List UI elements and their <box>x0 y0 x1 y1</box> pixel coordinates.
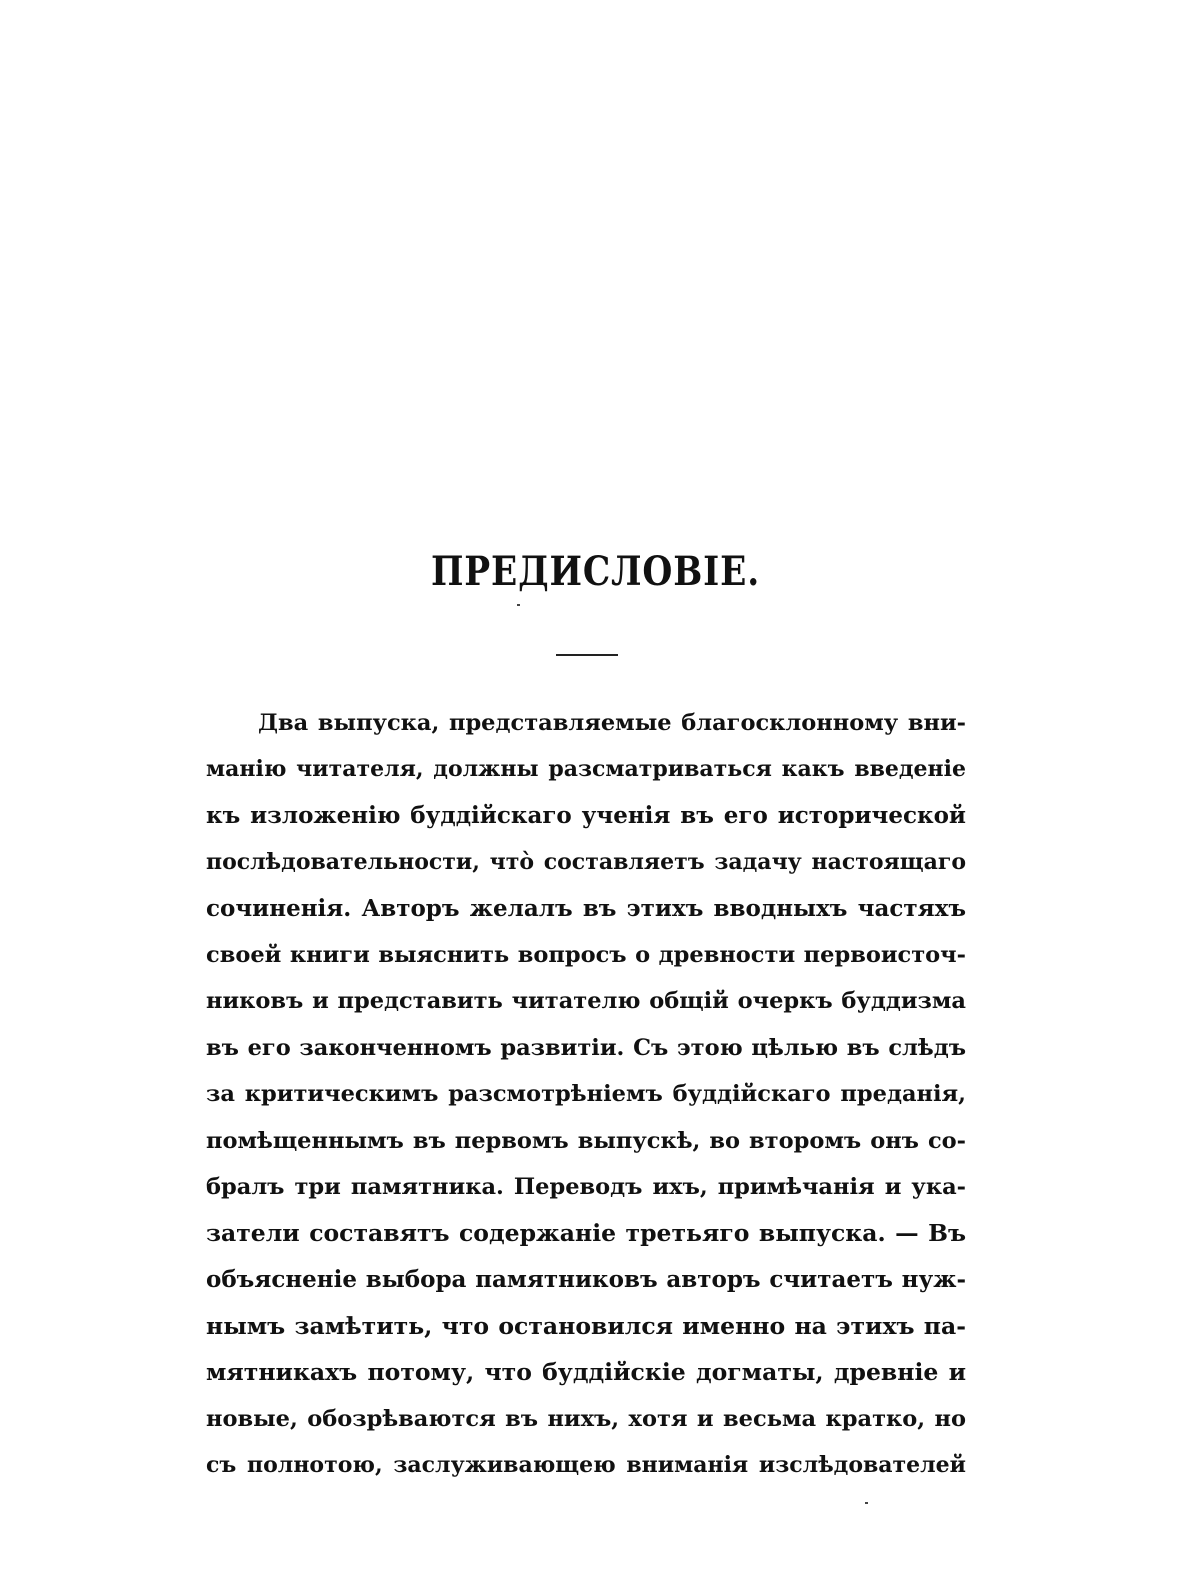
text-line: къ изложенію буддійскаго ученія въ его исторической <box>206 801 966 829</box>
text-line: бралъ три памятника. Переводъ ихъ, примѣчанія и ука- <box>206 1173 966 1200</box>
text-line: своей книги выяснить вопросъ о древности первоисточ- <box>206 941 966 968</box>
text-line: нымъ замѣтить, что остановился именно на этихъ па- <box>206 1312 966 1341</box>
text-line: затели составятъ содержаніе третьяго выпуска. — Въ <box>206 1219 966 1248</box>
text-line: новые, обозрѣваются въ нихъ, хотя и весьма кратко, но <box>206 1405 966 1432</box>
text-line: объясненіе выбора памятниковъ авторъ считаетъ нуж- <box>206 1265 966 1293</box>
text-line: сочиненія. Авторъ желалъ въ этихъ вводныхъ частяхъ <box>206 894 966 922</box>
print-speck <box>865 1502 868 1504</box>
preface-body <box>206 700 966 1489</box>
text-line: въ его законченномъ развитіи. Съ этою цѣлью въ слѣдъ <box>206 1034 966 1061</box>
text-line: послѣдовательности, что̀ составляетъ задачу настоящаго <box>206 849 966 876</box>
print-speck <box>517 604 520 606</box>
text-line: съ полнотою, заслуживающею вниманія изслѣдователей <box>206 1452 966 1479</box>
title-divider <box>556 654 618 656</box>
page-title: ПРЕДИСЛОВІЕ. <box>430 548 761 595</box>
text-line: за критическимъ разсмотрѣніемъ буддійскаго преданія, <box>206 1081 966 1108</box>
text-line: манію читателя, должны разсматриваться какъ введеніе <box>206 756 966 783</box>
text-line: никовъ и представить читателю общій очеркъ буддизма <box>206 988 966 1015</box>
text-line: Два выпуска, представляемые благосклонному вни- <box>258 710 966 736</box>
text-line: мятникахъ потому, что буддійскіе догматы, древніе и <box>206 1358 966 1387</box>
text-line: помѣщеннымъ въ первомъ выпускѣ, во второмъ онъ со- <box>206 1127 966 1154</box>
